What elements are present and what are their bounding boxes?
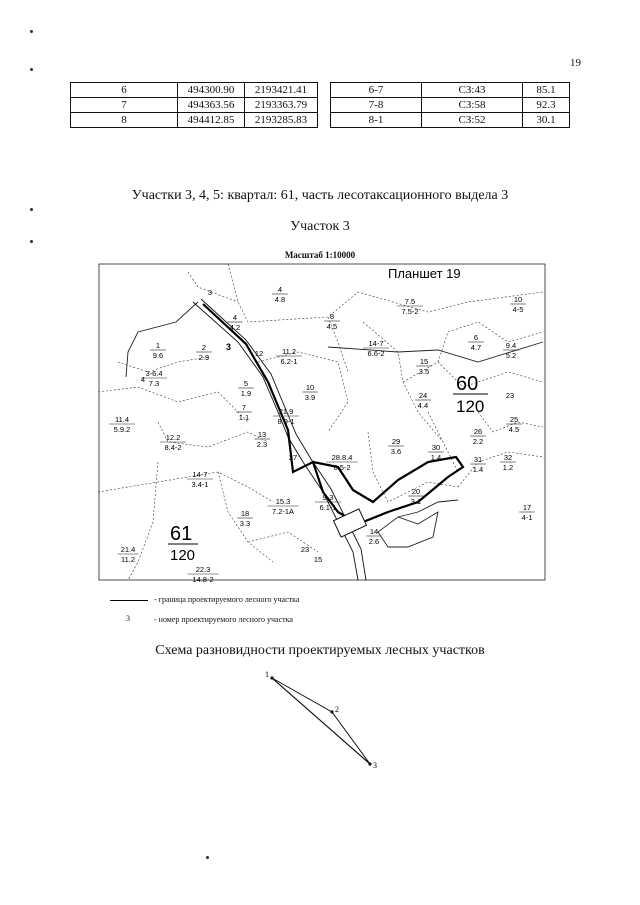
stand-number: 10 [305, 383, 315, 392]
stand-area: 4.2 [229, 323, 241, 332]
stand-number: 7.5 [404, 297, 416, 306]
legend-number-sample: 3 [126, 614, 130, 623]
scale-label: Масштаб 1:10000 [284, 250, 356, 260]
sheet-label: Планшет 19 [388, 266, 461, 281]
stand-label [150, 341, 166, 360]
stand-area: 4-1 [521, 513, 533, 522]
stand-number: 12 [254, 349, 264, 358]
stand-area: 5.2 [505, 351, 517, 360]
stand-label [227, 313, 243, 332]
stand-number: 7 [241, 403, 247, 412]
stand-area: 3.9 [304, 393, 316, 402]
stand-number: 14 [369, 527, 379, 536]
stand-area: 1.9 [240, 389, 252, 398]
plot-number-label: 3 [226, 342, 232, 352]
stand-number: 20 [411, 487, 421, 496]
stand-label [314, 555, 322, 564]
stand-number: 15 [419, 357, 429, 366]
stand-label [187, 470, 213, 489]
stand-number: 25 [509, 415, 519, 424]
stand-area: 4.5 [326, 322, 338, 331]
stand-label [470, 427, 486, 446]
stand-label [302, 383, 318, 402]
stand-area: 3.3 [239, 519, 251, 528]
stand-area: 2.9 [198, 353, 210, 362]
scheme-point-3: 3 [373, 761, 377, 770]
stand-label [388, 437, 404, 456]
stand-label [510, 295, 526, 314]
scheme-point-1: 1 [265, 670, 269, 679]
table-row: 8-1 СЗ:52 30.1 [331, 113, 570, 128]
stand-number: 24 [418, 391, 428, 400]
stand-number: 5 [243, 379, 249, 388]
stand-label [301, 545, 309, 554]
page-number: 19 [570, 57, 581, 69]
legend-number-text: - номер проектируемого лесного участка [154, 615, 293, 624]
stand-label [187, 565, 218, 582]
stand-label [519, 503, 535, 522]
stand-label [196, 343, 212, 362]
stand-area: 4.5 [508, 425, 520, 434]
stand-area: 3.4-1 [191, 480, 209, 489]
stand-label [160, 433, 186, 452]
bearings-table [330, 82, 570, 128]
stand-area: 7.2-1А [271, 507, 295, 516]
stand-number: 4 [232, 313, 238, 322]
stand-area: 3.5 [418, 367, 430, 376]
stand-number: 32 [503, 453, 513, 462]
stand-label [408, 487, 424, 506]
stand-area: 6.1-1 [319, 503, 337, 512]
stand-number: 23 [505, 391, 515, 400]
stand-area: 4.7 [470, 343, 482, 352]
stand-label [397, 297, 423, 316]
quarter-60-area: 120 [456, 397, 485, 416]
stand-number: 27 [288, 453, 298, 462]
stand-label [470, 455, 486, 474]
stand-number: 15 [313, 555, 323, 564]
stand-number: 1 [155, 341, 161, 350]
stand-number: 28.8.4 [331, 453, 353, 462]
stand-label [255, 349, 263, 358]
stand-label [276, 347, 302, 366]
stand-label [363, 339, 389, 358]
stand-area: 1.4 [430, 453, 442, 462]
stand-label [468, 333, 484, 352]
stand-number: 13 [257, 430, 267, 439]
stand-number: 11.4 [114, 415, 130, 424]
table-row: 7 494363.56 2193363.79 [71, 98, 318, 113]
stand-area: 7.5-2 [401, 307, 419, 316]
stand-number: 11.2 [281, 347, 297, 356]
stand-number: 10 [513, 295, 523, 304]
stand-number: 18 [240, 509, 250, 518]
stand-number: 9.4 [505, 341, 517, 350]
stand-area: 9.6 [152, 351, 164, 360]
stand-label [238, 379, 254, 398]
stand-label [272, 285, 288, 304]
stand-number: 8 [329, 312, 335, 321]
stand-area: 14.8-2 [192, 575, 214, 582]
stand-area: 3.6 [390, 447, 402, 456]
stand-area: 5.9.2 [113, 425, 131, 434]
stand-label [236, 403, 252, 422]
stand-number: 17 [522, 503, 532, 512]
scheme-point-2: 2 [335, 705, 339, 714]
stand-label [289, 453, 297, 462]
stand-number: 12.2 [165, 433, 181, 442]
stand-area: 6.6-2 [367, 349, 385, 358]
stand-label [118, 545, 139, 564]
quarter-60-number: 60 [456, 373, 479, 395]
stand-area: 4.8 [274, 295, 286, 304]
stand-number: 2 [201, 343, 207, 352]
stand-number: 30 [431, 443, 441, 452]
plot-title: Участок 3 [290, 219, 350, 234]
stand-label [416, 357, 432, 376]
stand-number: 6 [473, 333, 479, 342]
stand-number: 29 [391, 437, 401, 446]
stand-number: 31 [473, 455, 483, 464]
legend-boundary-text: - граница проектируемого лесного участка [154, 595, 300, 604]
stand-area: 4-5 [512, 305, 524, 314]
stand-label [141, 375, 145, 384]
stand-number: 14-7 [368, 339, 384, 348]
section-title: Участки 3, 4, 5: квартал: 61, часть лесотаксационного выдела 3 [131, 188, 509, 203]
stand-area: 8.9-1 [277, 417, 295, 426]
stand-number: 21.9 [278, 407, 294, 416]
stand-number: 3-6.4 [145, 369, 163, 378]
stand-area: 2.2 [472, 437, 484, 446]
stand-number: 23 [300, 545, 310, 554]
stand-label [506, 415, 522, 434]
stand-area: 2.3 [256, 440, 268, 449]
stand-number: 4 [277, 285, 283, 294]
table-row: 8 494412.85 2193285.83 [71, 113, 318, 128]
stand-label [267, 497, 298, 516]
quarter-61-area: 120 [170, 547, 196, 564]
stand-number: 26 [473, 427, 483, 436]
table-row: 7-8 СЗ:58 92.3 [331, 98, 570, 113]
stand-label [506, 391, 514, 400]
table-row: 6 494300.90 2193421.41 [71, 83, 318, 98]
stand-area: 2.6 [368, 537, 380, 546]
stand-area: 4.4 [417, 401, 429, 410]
scheme-title: Схема разновидности проектируемых лесных участков [155, 643, 485, 658]
stand-label [237, 509, 253, 528]
stand-label [326, 453, 357, 472]
forest-map [98, 262, 546, 582]
stand-area: 1.4 [472, 465, 484, 474]
quarter-61-number: 61 [170, 523, 193, 545]
stand-number: 14-7 [192, 470, 208, 479]
stand-number: 15.3 [275, 497, 291, 506]
stand-area: 8.4-2 [164, 443, 182, 452]
stand-label [208, 288, 212, 297]
stand-label [109, 415, 135, 434]
stand-number: 3 [207, 288, 213, 297]
legend-line [110, 600, 148, 601]
stand-label [415, 391, 431, 410]
stand-area: 7.3 [148, 379, 160, 388]
stand-area: 6.2-1 [280, 357, 298, 366]
stand-number: 4 [140, 375, 146, 384]
stand-label [254, 430, 270, 449]
coordinates-table [70, 82, 318, 128]
stand-label [324, 312, 340, 331]
stand-number: 9-3 [322, 493, 334, 502]
stand-area: 1.2 [502, 463, 514, 472]
stand-label [366, 527, 382, 546]
table-row: 6-7 СЗ:43 85.1 [331, 83, 570, 98]
stand-number: 21.4 [120, 545, 136, 554]
scheme-diagram [260, 668, 390, 778]
stand-label [500, 453, 516, 472]
stand-area: 6.5-2 [333, 463, 351, 472]
stand-area: 1.1 [238, 413, 250, 422]
stand-number: 22.3 [195, 565, 211, 574]
stand-area: 11.2 [120, 555, 136, 564]
stand-area: 3.1 [410, 497, 422, 506]
